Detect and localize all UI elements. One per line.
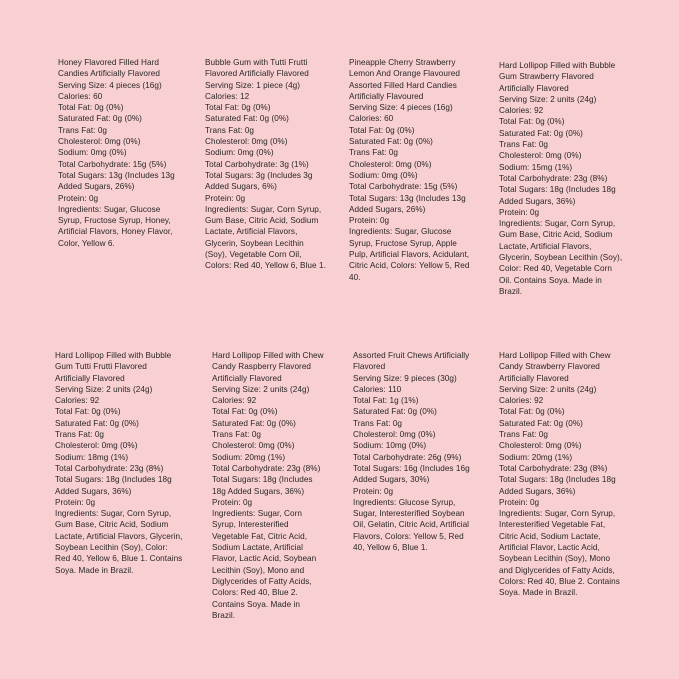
nutrition-row-protein: Protein: 0g bbox=[212, 497, 253, 507]
nutrition-row-total-sugars: Total Sugars: 18g (Includes 18g Added Sugars, 36%) bbox=[55, 475, 172, 496]
nutrition-row-protein: Protein: 0g bbox=[349, 216, 390, 226]
product-name: Hard Lollipop Filled with Chew Candy Strawberry Flavored Artificially Flavored bbox=[499, 351, 611, 383]
nutrition-row-sodium: Sodium: 0mg (0%) bbox=[58, 148, 127, 158]
nutrition-row-saturated-fat: Saturated Fat: 0g (0%) bbox=[212, 418, 296, 428]
nutrition-row-serving-size: Serving Size: 2 units (24g) bbox=[212, 384, 310, 394]
nutrition-row-serving-size: Serving Size: 2 units (24g) bbox=[499, 384, 597, 394]
nutrition-row-sodium: Sodium: 20mg (1%) bbox=[499, 452, 573, 462]
product-name: Bubble Gum with Tutti Frutti Flavored Artificially Flavored bbox=[205, 58, 309, 79]
nutrition-row-sodium: Sodium: 18mg (1%) bbox=[55, 452, 129, 462]
nutrition-row-serving-size: Serving Size: 4 pieces (16g) bbox=[349, 103, 453, 113]
nutrition-row-total-sugars: Total Sugars: 16g (Includes 16g Added Sugars, 30%) bbox=[353, 463, 470, 485]
nutrition-row-calories: Calories: 60 bbox=[349, 114, 394, 124]
nutrition-row-total-fat: Total Fat: 0g (0%) bbox=[349, 125, 415, 135]
product-name: Assorted Fruit Chews Artificially Flavored bbox=[353, 351, 470, 372]
product-panel-assorted-filled-hard-candies bbox=[349, 57, 474, 283]
nutrition-row-sodium: Sodium: 15mg (1%) bbox=[499, 162, 573, 172]
nutrition-row-ingredients: Ingredients: Sugar, Corn Syrup, Interesterified Vegetable Fat, Citric Acid, Sodium Lactate, Artificial Flavor, Lactic Acid, Soybean Lecithin (Soy), Mono and Diglycerides of Fatty Acids, Colors: Red 40, Blue 2. Contains Soya. Made in Brazil. bbox=[499, 509, 620, 598]
nutrition-row-total-carbohydrate: Total Carbohydrate: 3g (1%) bbox=[205, 159, 309, 169]
nutrition-row-trans-fat: Trans Fat: 0g bbox=[205, 125, 255, 135]
nutrition-row-saturated-fat: Saturated Fat: 0g (0%) bbox=[499, 418, 583, 428]
nutrition-row-total-carbohydrate: Total Carbohydrate: 15g (5%) bbox=[58, 159, 167, 169]
nutrition-row-protein: Protein: 0g bbox=[499, 207, 540, 217]
nutrition-row-saturated-fat: Saturated Fat: 0g (0%) bbox=[499, 128, 583, 138]
nutrition-row-protein: Protein: 0g bbox=[205, 193, 246, 203]
nutrition-row-trans-fat: Trans Fat: 0g bbox=[353, 418, 403, 428]
nutrition-row-ingredients: Ingredients: Sugar, Corn Syrup, Gum Base, Citric Acid, Sodium Lactate, Artificial Flavors, Glycerin, Soybean Lecithin (Soy), Color: Red 40, Yellow 6, Blue 1. Contains Soya. Made in Brazil. bbox=[55, 509, 183, 575]
nutrition-row-calories: Calories: 92 bbox=[55, 396, 100, 406]
nutrition-row-total-fat: Total Fat: 0g (0%) bbox=[499, 117, 565, 127]
nutrition-row-trans-fat: Trans Fat: 0g bbox=[349, 148, 399, 158]
product-panel-lollipop-chew-strawberry bbox=[499, 350, 624, 599]
nutrition-row-sodium: Sodium: 0mg (0%) bbox=[349, 170, 418, 180]
nutrition-row-saturated-fat: Saturated Fat: 0g (0%) bbox=[55, 418, 139, 428]
nutrition-row-total-sugars: Total Sugars: 13g (Includes 13g Added Sugars, 26%) bbox=[58, 170, 175, 192]
nutrition-row-total-fat: Total Fat: 0g (0%) bbox=[205, 103, 271, 113]
nutrition-row-total-carbohydrate: Total Carbohydrate: 23g (8%) bbox=[55, 463, 164, 473]
nutrition-row-total-sugars: Total Sugars: 18g (Includes 18g Added Sugars, 36%) bbox=[499, 185, 616, 206]
nutrition-row-total-fat: Total Fat: 1g (1%) bbox=[353, 396, 419, 406]
nutrition-row-ingredients: Ingredients: Glucose Syrup, Sugar, Interesterified Soybean Oil, Gelatin, Citric Acid, Artificial Flavors, Colors: Yellow 5, Red 40, Yellow 6, Blue 1. bbox=[353, 497, 470, 553]
nutrition-row-sodium: Sodium: 0mg (0%) bbox=[205, 148, 274, 158]
product-panel-honey-filled-hard-candies bbox=[58, 57, 184, 249]
product-name: Hard Lollipop Filled with Bubble Gum Strawberry Flavored Artificially Flavored bbox=[499, 61, 616, 93]
nutrition-row-total-carbohydrate: Total Carbohydrate: 23g (8%) bbox=[212, 463, 321, 473]
nutrition-row-total-carbohydrate: Total Carbohydrate: 26g (9%) bbox=[353, 452, 462, 462]
nutrition-row-calories: Calories: 92 bbox=[499, 106, 544, 116]
nutrition-row-serving-size: Serving Size: 2 units (24g) bbox=[499, 94, 597, 104]
product-panel-assorted-fruit-chews bbox=[353, 350, 470, 553]
nutrition-row-calories: Calories: 60 bbox=[58, 91, 103, 101]
nutrition-row-trans-fat: Trans Fat: 0g bbox=[499, 430, 549, 440]
nutrition-row-total-carbohydrate: Total Carbohydrate: 15g (5%) bbox=[349, 182, 458, 192]
nutrition-row-trans-fat: Trans Fat: 0g bbox=[55, 430, 105, 440]
nutrition-row-serving-size: Serving Size: 1 piece (4g) bbox=[205, 80, 301, 90]
nutrition-row-calories: Calories: 92 bbox=[212, 396, 257, 406]
product-panel-lollipop-bubble-gum-tutti-frutti bbox=[55, 350, 183, 576]
nutrition-row-ingredients: Ingredients: Sugar, Glucose Syrup, Fructose Syrup, Apple Pulp, Artificial Flavors, Acidulant, Citric Acid, Colors: Yellow 5, Red 40. bbox=[349, 227, 470, 282]
product-name: Pineapple Cherry Strawberry Lemon And Orange Flavoured Assorted Filled Hard Candies Artificially Flavoured bbox=[349, 58, 460, 101]
nutrition-row-calories: Calories: 12 bbox=[205, 91, 250, 101]
nutrition-row-total-fat: Total Fat: 0g (0%) bbox=[499, 407, 565, 417]
nutrition-row-cholesterol: Cholesterol: 0mg (0%) bbox=[499, 151, 582, 161]
nutrition-row-sodium: Sodium: 10mg (0%) bbox=[353, 441, 427, 451]
product-name: Honey Flavored Filled Hard Candies Artificially Flavored bbox=[58, 58, 161, 79]
nutrition-row-sodium: Sodium: 20mg (1%) bbox=[212, 452, 286, 462]
product-panel-bubble-gum-tutti-frutti bbox=[205, 57, 327, 272]
nutrition-row-saturated-fat: Saturated Fat: 0g (0%) bbox=[205, 114, 289, 124]
nutrition-row-protein: Protein: 0g bbox=[55, 497, 96, 507]
nutrition-row-ingredients: Ingredients: Sugar, Corn Syrup, Gum Base, Citric Acid, Sodium Lactate, Artificial Flavors, Glycerin, Soybean Lecithin (Soy), Vegetable Corn Oil, Colors: Red 40, Yellow 6, Blue 1. bbox=[205, 204, 326, 271]
nutrition-row-total-fat: Total Fat: 0g (0%) bbox=[58, 103, 124, 113]
nutrition-row-cholesterol: Cholesterol: 0mg (0%) bbox=[55, 441, 138, 451]
product-name: Hard Lollipop Filled with Chew Candy Raspberry Flavored Artificially Flavored bbox=[212, 351, 324, 383]
nutrition-row-ingredients: Ingredients: Sugar, Corn Syrup, Interesterified Vegetable Fat, Citric Acid, Sodium Lactate, Artificial Flavor, Lactic Acid, Soybean Lecithin (Soy), Mono and Diglycerides of Fatty Acids, Colors: Red 40, Blue 2. Contains Soya. Made in Brazil. bbox=[212, 509, 317, 620]
nutrition-row-total-sugars: Total Sugars: 3g (Includes 3g Added Sugars, 6%) bbox=[205, 170, 313, 192]
product-name: Hard Lollipop Filled with Bubble Gum Tutti Frutti Flavored Artificially Flavored bbox=[55, 351, 172, 383]
nutrition-row-ingredients: Ingredients: Sugar, Glucose Syrup, Fructose Syrup, Honey, Artificial Flavors, Honey Flavor, Color, Yellow 6. bbox=[58, 204, 173, 248]
nutrition-row-total-sugars: Total Sugars: 13g (Includes 13g Added Sugars, 26%) bbox=[349, 193, 466, 214]
nutrition-row-serving-size: Serving Size: 2 units (24g) bbox=[55, 384, 153, 394]
nutrition-row-protein: Protein: 0g bbox=[499, 497, 540, 507]
product-panel-lollipop-chew-raspberry bbox=[212, 350, 325, 621]
nutrition-row-serving-size: Serving Size: 9 pieces (30g) bbox=[353, 373, 457, 383]
nutrition-row-cholesterol: Cholesterol: 0mg (0%) bbox=[58, 137, 141, 147]
nutrition-row-total-carbohydrate: Total Carbohydrate: 23g (8%) bbox=[499, 463, 608, 473]
nutrition-row-trans-fat: Trans Fat: 0g bbox=[212, 430, 262, 440]
nutrition-row-calories: Calories: 92 bbox=[499, 396, 544, 406]
nutrition-row-cholesterol: Cholesterol: 0mg (0%) bbox=[349, 159, 432, 169]
nutrition-row-cholesterol: Cholesterol: 0mg (0%) bbox=[353, 430, 436, 440]
nutrition-row-saturated-fat: Saturated Fat: 0g (0%) bbox=[353, 407, 437, 417]
nutrition-row-total-sugars: Total Sugars: 18g (Includes 18g Added Sugars, 36%) bbox=[212, 475, 313, 496]
nutrition-row-calories: Calories: 110 bbox=[353, 384, 402, 394]
nutrition-row-protein: Protein: 0g bbox=[58, 193, 99, 203]
nutrition-row-total-sugars: Total Sugars: 18g (Includes 18g Added Sugars, 36%) bbox=[499, 475, 616, 496]
nutrition-row-cholesterol: Cholesterol: 0mg (0%) bbox=[499, 441, 582, 451]
nutrition-row-total-carbohydrate: Total Carbohydrate: 23g (8%) bbox=[499, 173, 608, 183]
nutrition-row-total-fat: Total Fat: 0g (0%) bbox=[55, 407, 121, 417]
nutrition-row-protein: Protein: 0g bbox=[353, 486, 394, 496]
product-panel-lollipop-bubble-gum-strawberry bbox=[499, 60, 624, 297]
nutrition-row-saturated-fat: Saturated Fat: 0g (0%) bbox=[58, 114, 142, 124]
nutrition-row-saturated-fat: Saturated Fat: 0g (0%) bbox=[349, 137, 433, 147]
nutrition-row-cholesterol: Cholesterol: 0mg (0%) bbox=[212, 441, 295, 451]
nutrition-row-serving-size: Serving Size: 4 pieces (16g) bbox=[58, 80, 162, 90]
nutrition-row-trans-fat: Trans Fat: 0g bbox=[58, 125, 108, 135]
nutrition-row-total-fat: Total Fat: 0g (0%) bbox=[212, 407, 278, 417]
nutrition-row-ingredients: Ingredients: Sugar, Corn Syrup, Gum Base, Citric Acid, Sodium Lactate, Artificial Flavors, Glycerin, Soybean Lecithin (Soy), Color: Red 40, Vegetable Corn Oil. Contains Soya. Made in Brazil. bbox=[499, 219, 623, 296]
nutrition-row-cholesterol: Cholesterol: 0mg (0%) bbox=[205, 137, 288, 147]
nutrition-row-trans-fat: Trans Fat: 0g bbox=[499, 140, 549, 150]
